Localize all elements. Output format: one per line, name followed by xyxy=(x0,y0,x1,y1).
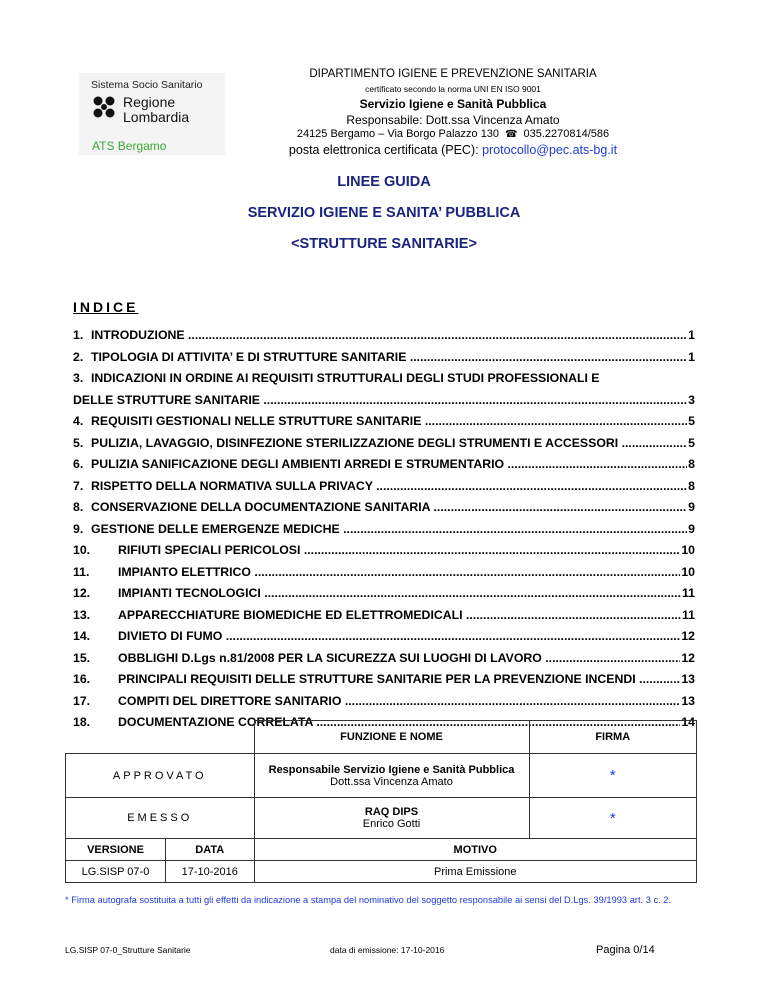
toc-entry[interactable]: DELLE STRUTTURE SANITARIE ..... 3 xyxy=(73,390,695,412)
signature-note: * Firma autografa sostituita a tutti gli effetti da indicazione a stampa del nominativo del soggetto responsabile ai sensi del D.Lgs. 39/1993 art. 3 c. 2. xyxy=(65,895,672,905)
footer-doc-name: LG.SISP 07-0_Strutture Sanitarie xyxy=(65,945,191,955)
issued-by: RAQ DIPS Enrico Gotti xyxy=(254,798,529,839)
col-signature: FIRMA xyxy=(529,721,697,754)
department-name: DIPARTIMENTO IGIENE E PREVENZIONE SANITARIA xyxy=(309,68,597,80)
toc-entry[interactable]: 12. IMPIANTI TECNOLOGICI ..... 11 xyxy=(73,583,695,605)
date-value: 17-10-2016 xyxy=(166,861,255,883)
ats-logo xyxy=(79,73,225,155)
doc-title: LINEE GUIDA xyxy=(337,174,431,190)
service-name: Servizio Igiene e Sanità Pubblica xyxy=(359,97,547,111)
toc-entry[interactable]: 8. CONSERVAZIONE DELLA DOCUMENTAZIONE SANITARIA ..... 9 xyxy=(73,497,695,519)
logo-region-text: Regione Lombardia xyxy=(123,94,190,125)
toc-entry[interactable]: 11. IMPIANTO ELETTRICO ..... 10 xyxy=(73,562,695,584)
toc-entry[interactable]: 13. APPARECCHIATURE BIOMEDICHE ED ELETTROMEDICALI ..... 11 xyxy=(73,605,695,627)
reason-value: Prima Emissione xyxy=(254,861,697,883)
approved-by: Responsabile Servizio Igiene e Sanità Pubblica Dott.ssa Vincenza Amato xyxy=(254,754,529,798)
certification-text: certificato secondo la norma UNI EN ISO 9001 xyxy=(365,84,541,94)
toc-entry[interactable]: 18. DOCUMENTAZIONE CORRELATA ..... 14 xyxy=(73,712,695,734)
toc-entry[interactable]: 6. PULIZIA SANIFICAZIONE DEGLI AMBIENTI ARREDI E STRUMENTARIO ..... 8 xyxy=(73,454,695,476)
approved-label: APPROVATO xyxy=(66,754,255,798)
doc-subtitle: SERVIZIO IGIENE E SANITA’ PUBBLICA xyxy=(247,205,521,221)
toc-entry[interactable]: 4. REQUISITI GESTIONALI NELLE STRUTTURE SANITARIE ..... 5 xyxy=(73,411,695,433)
phone-number: 035.2270814/586 xyxy=(523,128,610,140)
toc-entry[interactable]: 17. COMPITI DEL DIRETTORE SANITARIO ..... 13 xyxy=(73,691,695,713)
logo-system-text: Sistema Socio Sanitario xyxy=(91,79,203,91)
footer-page-number: Pagina 0/14 xyxy=(596,944,655,956)
toc-entry[interactable]: 1. INTRODUZIONE ..... 1 xyxy=(73,325,695,347)
index-heading: INDICE xyxy=(73,299,139,315)
toc-entry[interactable]: 16. PRINCIPALI REQUISITI DELLE STRUTTURE SANITARIE PER LA PREVENZIONE INCENDI ..... 13 xyxy=(73,669,695,691)
toc-entry[interactable]: 7. RISPETTO DELLA NORMATIVA SULLA PRIVACY ..... 8 xyxy=(73,476,695,498)
lombardia-cross-icon xyxy=(93,96,115,118)
toc-entry[interactable]: 14. DIVIETO DI FUMO ..... 12 xyxy=(73,626,695,648)
pec-email-link[interactable]: protocollo@pec.ats-bg.it xyxy=(482,143,618,157)
toc-entry[interactable]: 10. RIFIUTI SPECIALI PERICOLOSI ..... 10 xyxy=(73,540,695,562)
approved-signature: * xyxy=(529,754,697,798)
pec-label: posta elettronica certificata (PEC): xyxy=(288,143,479,157)
pec-line xyxy=(248,143,658,157)
address-line xyxy=(248,128,658,140)
toc-entry[interactable]: 15. OBBLIGHI D.Lgs n.81/2008 PER LA SICUREZZA SUI LUOGHI DI LAVORO ..... 12 xyxy=(73,648,695,670)
col-function: FUNZIONE E NOME xyxy=(254,721,529,754)
approval-table xyxy=(65,720,697,883)
service-manager: Responsabile: Dott.ssa Vincenza Amato xyxy=(346,113,560,127)
issued-signature: * xyxy=(529,798,697,839)
footer-issue-date: data di emissione: 17-10-2016 xyxy=(330,945,445,955)
col-date: DATA xyxy=(166,839,255,861)
phone-icon: ☎ xyxy=(505,129,518,140)
toc-entry[interactable]: 5. PULIZIA, LAVAGGIO, DISINFEZIONE STERILIZZAZIONE DEGLI STRUMENTI E ACCESSORI ..... 5 xyxy=(73,433,695,455)
toc-entry[interactable]: 2. TIPOLOGIA DI ATTIVITA’ E DI STRUTTURE SANITARIE ..... 1 xyxy=(73,347,695,369)
address: 24125 Bergamo – Via Borgo Palazzo 130 xyxy=(296,128,500,140)
doc-scope: <STRUTTURE SANITARIE> xyxy=(291,236,477,252)
col-reason: MOTIVO xyxy=(254,839,697,861)
toc-entry[interactable]: 9. GESTIONE DELLE EMERGENZE MEDICHE ..... 9 xyxy=(73,519,695,541)
table-of-contents xyxy=(73,325,695,734)
toc-entry[interactable]: 3. INDICAZIONI IN ORDINE AI REQUISITI STRUTTURALI DEGLI STUDI PROFESSIONALI E xyxy=(73,371,600,385)
version-value: LG.SISP 07-0 xyxy=(66,861,166,883)
col-version: VERSIONE xyxy=(66,839,166,861)
issued-label: EMESSO xyxy=(66,798,255,839)
logo-ats-text: ATS Bergamo xyxy=(92,139,167,153)
